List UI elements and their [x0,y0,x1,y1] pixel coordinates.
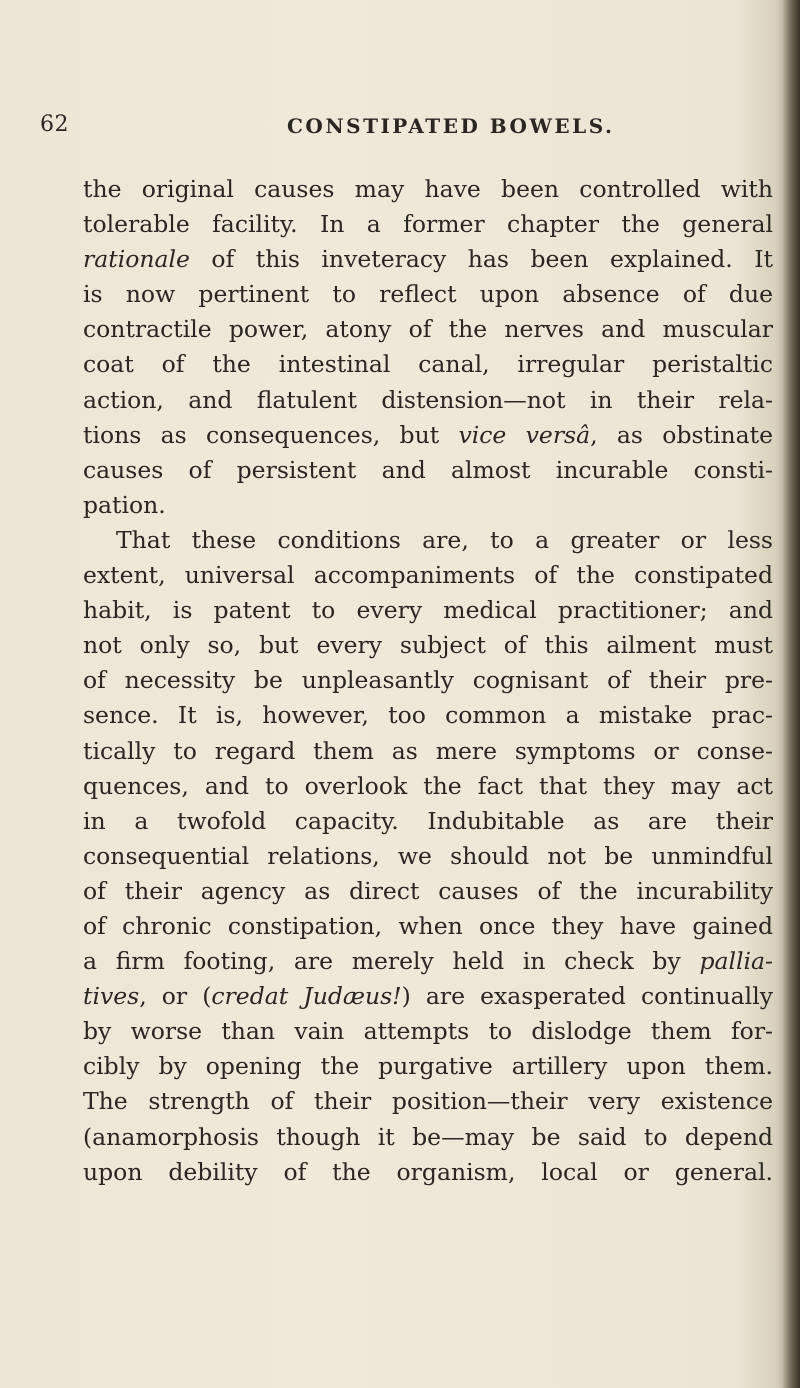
text-segment: extent, universal accompaniments of the constipated [83,561,773,590]
page-edge-shadow [782,0,800,1388]
text-segment: a firm footing, are merely held in check by [83,947,700,976]
text-line [83,628,773,663]
text-line [83,523,773,558]
text-segment: pation. [83,490,166,519]
text-segment: contractile power, atony of the nerves and muscular [83,315,773,344]
text-line [83,1084,773,1119]
text-segment: , as obstinate [590,420,774,449]
text-line [83,1049,773,1084]
text-segment: That these conditions are, to a greater or less [116,525,773,554]
text-segment: coat of the intestinal canal, irregular peristaltic [83,350,773,379]
text-line [83,172,773,207]
text-line [83,593,773,628]
text-segment: action, and flatulent distension—not in their rela- [83,385,773,414]
text-line [83,207,773,242]
text-segment: quences, and to overlook the fact that they may act [83,771,773,800]
text-segment: cibly by opening the purgative artillery upon them. [83,1052,773,1081]
text-segment: consequential relations, we should not be unmindful [83,841,773,870]
text-line [83,979,773,1014]
body-text [83,172,773,1190]
text-line [83,1014,773,1049]
text-segment: is now pertinent to reflect upon absence of due [83,280,773,309]
text-line [83,453,773,488]
text-segment: upon debility of the organism, local or general. [83,1157,773,1186]
text-segment: of chronic constipation, when once they have gained [83,911,773,940]
text-segment: (anamorphosis though it be—may be said to depend [83,1122,773,1151]
text-line [83,1155,773,1190]
text-line [83,944,773,979]
text-segment: ) are exasperated continually [401,982,773,1011]
text-segment: of this inveteracy has been explained. It [189,245,773,274]
text-segment: habit, is patent to every medical practitioner; and [83,596,773,625]
text-segment: tolerable facility. In a former chapter the general [83,210,773,239]
text-line [83,277,773,312]
text-segment: in a twofold capacity. Indubitable as are their [83,806,773,835]
text-line [83,663,773,698]
italic-text: pallia- [699,947,773,976]
text-segment: the original causes may have been controlled with [83,175,773,203]
text-segment: The strength of their position—their very existence [83,1087,773,1116]
text-line [83,1120,773,1155]
text-line [83,242,773,277]
text-line [83,347,773,382]
italic-text: vice versâ [458,420,591,449]
page-number: 62 [40,112,69,137]
text-segment: tions as consequences, but [83,420,459,449]
text-line [83,804,773,839]
text-line [83,558,773,593]
text-segment: sence. It is, however, too common a mistake prac- [83,701,773,730]
text-line [83,383,773,418]
text-line [83,734,773,769]
italic-text: rationale [83,245,190,274]
text-line [83,769,773,804]
text-line [83,909,773,944]
text-line [83,418,773,453]
text-segment: causes of persistent and almost incurable consti- [83,455,773,484]
text-segment: of necessity be unpleasantly cognisant of their pre- [83,666,773,695]
text-line [83,839,773,874]
text-segment: not only so, but every subject of this ailment must [83,631,773,660]
text-segment: of their agency as direct causes of the incurability [83,876,773,905]
running-head [40,112,740,148]
running-title: CONSTIPATED BOWELS. [287,114,615,138]
text-line [83,312,773,347]
text-segment: , or ( [139,982,212,1011]
text-line [83,874,773,909]
text-segment: tically to regard them as mere symptoms or conse- [83,736,773,765]
text-line [83,488,773,523]
text-segment: by worse than vain attempts to dislodge them for- [83,1017,773,1046]
italic-text: credat Judæus! [211,982,402,1011]
text-line [83,698,773,733]
italic-text: tives [83,982,140,1011]
